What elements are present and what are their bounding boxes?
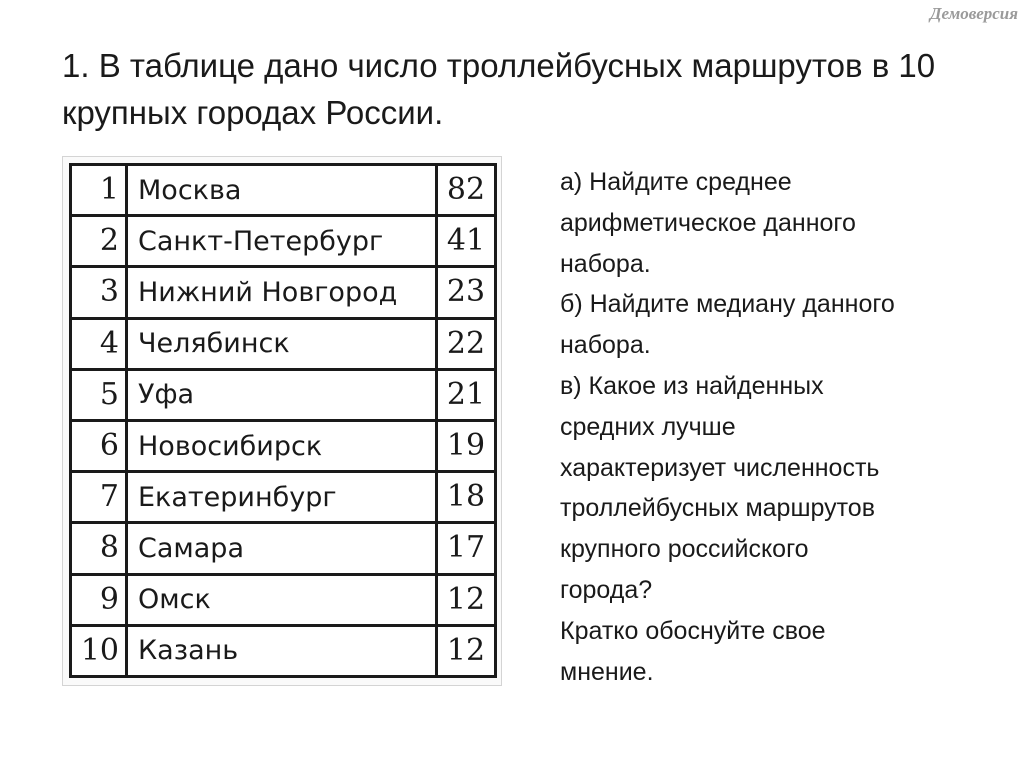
row-number: 6 <box>71 420 127 471</box>
route-count: 12 <box>437 574 496 625</box>
task-line: набора. <box>560 331 651 360</box>
route-count: 41 <box>437 216 496 267</box>
route-count: 23 <box>437 267 496 318</box>
row-number: 2 <box>71 216 127 267</box>
task-line: мнение. <box>560 657 654 686</box>
table-row <box>71 216 496 267</box>
table-row <box>71 523 496 574</box>
route-count: 21 <box>437 369 496 420</box>
route-count: 82 <box>437 165 496 216</box>
route-count: 18 <box>437 472 496 523</box>
row-number: 7 <box>71 472 127 523</box>
routes-table <box>69 163 497 678</box>
city-name: Казань <box>127 625 437 676</box>
table-frame <box>62 156 502 686</box>
table-row <box>71 472 496 523</box>
task-line: характеризует численность <box>560 453 880 482</box>
route-count: 19 <box>437 420 496 471</box>
task-line: набора. <box>560 249 651 278</box>
task-line: средних лучше <box>560 412 736 441</box>
task-line: крупного российского <box>560 535 809 564</box>
row-number: 8 <box>71 523 127 574</box>
route-count: 12 <box>437 625 496 676</box>
problem-title: 1. В таблице дано число троллейбусных маршрутов в 10 крупных городах России. <box>62 47 936 131</box>
task-line: в) Какое из найденных <box>560 371 824 400</box>
city-name: Уфа <box>127 369 437 420</box>
task-line: арифметическое данного <box>560 208 856 237</box>
task-line: Кратко обоснуйте свое <box>560 616 826 645</box>
city-name: Санкт-Петербург <box>127 216 437 267</box>
row-number: 10 <box>71 625 127 676</box>
table-row <box>71 165 496 216</box>
task-questions <box>560 162 1000 692</box>
table-row <box>71 420 496 471</box>
route-count: 17 <box>437 523 496 574</box>
task-line: троллейбусных маршрутов <box>560 494 875 523</box>
table-row <box>71 625 496 676</box>
route-count: 22 <box>437 318 496 369</box>
table-row <box>71 318 496 369</box>
row-number: 1 <box>71 165 127 216</box>
row-number: 5 <box>71 369 127 420</box>
city-name: Москва <box>127 165 437 216</box>
city-name: Самара <box>127 523 437 574</box>
task-line: б) Найдите медиану данного <box>560 290 895 319</box>
table-row <box>71 267 496 318</box>
row-number: 4 <box>71 318 127 369</box>
row-number: 9 <box>71 574 127 625</box>
row-number: 3 <box>71 267 127 318</box>
city-name: Новосибирск <box>127 420 437 471</box>
watermark: Демоверсия <box>929 4 1018 23</box>
task-line: а) Найдите среднее <box>560 168 792 196</box>
city-name: Екатеринбург <box>127 472 437 523</box>
city-name: Челябинск <box>127 318 437 369</box>
table-row <box>71 369 496 420</box>
city-name: Нижний Новгород <box>127 267 437 318</box>
city-name: Омск <box>127 574 437 625</box>
table-row <box>71 574 496 625</box>
task-line: города? <box>560 575 653 604</box>
